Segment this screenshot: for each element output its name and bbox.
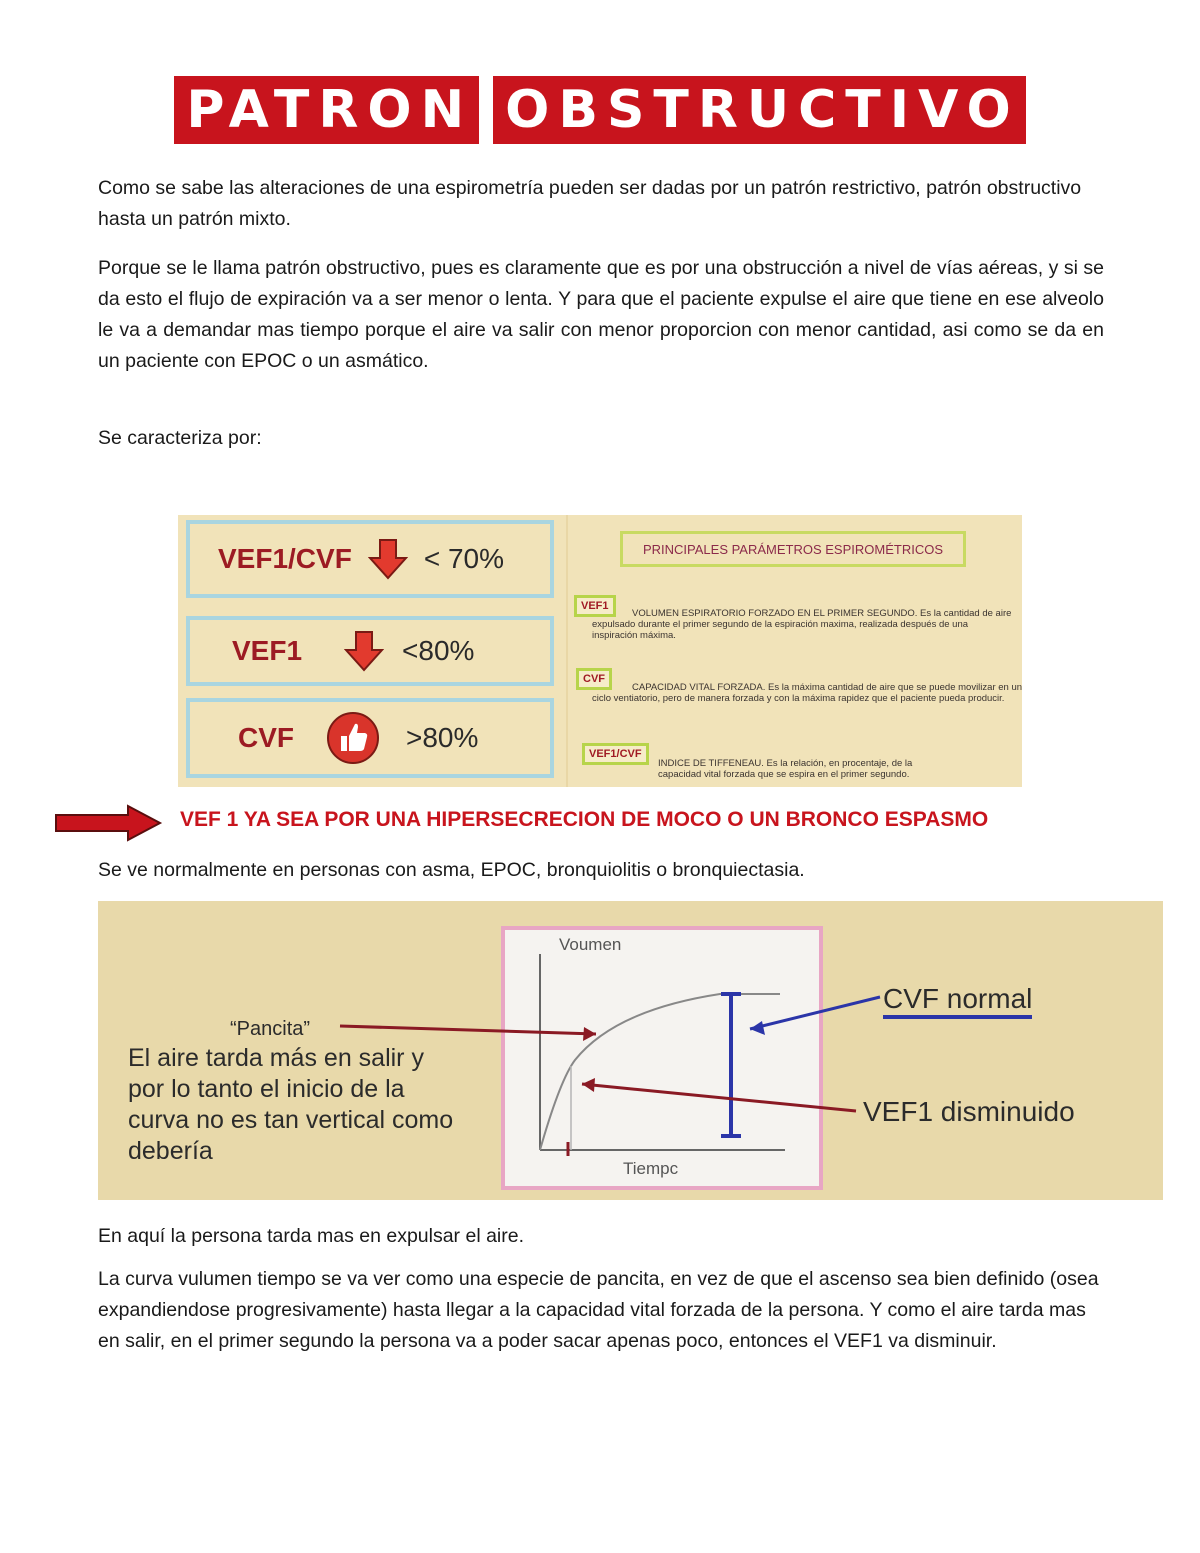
volume-time-graph-panel [98,901,1163,1200]
parameters-title: PRINCIPALES PARÁMETROS ESPIROMÉTRICOS [620,531,966,567]
metric-value: <80% [402,635,475,666]
thumbs-up-icon [326,711,380,765]
vef1-decreased-label: VEF1 disminuido [863,1096,1075,1127]
pancita-label: “Pancita” [230,1018,311,1040]
metric-cvf [186,698,554,778]
page-title [0,76,1200,144]
title-word-2: OBSTRUCTIVO [493,76,1026,144]
explanation-line: por lo tanto el inicio de la [128,1075,405,1103]
characterized-paragraph: Se caracteriza por: [98,427,262,449]
metric-vef1 [186,616,554,686]
panel-divider [566,515,568,787]
metric-label: VEF1 [232,635,303,666]
metric-label: CVF [238,722,294,753]
graph-frame [501,926,823,1190]
arrow-down-icon [344,630,384,672]
expels-paragraph: En aquí la persona tarda mas en expulsar el aire. [98,1225,525,1247]
metric-value: < 70% [423,543,504,574]
title-word-1: PATRON [174,76,479,144]
param-tag-vef1-cvf: VEF1/CVF [582,743,649,765]
param-desc-cvf: CAPACIDAD VITAL FORZADA. Es la máxima cantidad de aire que se puede movilizar en un ciclo ventiatorio, pero de manera forzada y con la máxima rapidez que el paciente pueda producir. [592,682,1022,704]
seen-in-paragraph: Se ve normalmente en personas con asma, EPOC, bronquiolitis o bronquiectasia. [98,859,805,881]
param-tag-cvf: CVF [576,668,612,690]
arrow-down-icon [368,538,408,580]
spirometry-parameters-panel [178,515,1022,787]
param-desc-tiffeneau: INDICE DE TIFFENEAU. Es la relación, en procentaje, de la capacidad vital forzada que se espira en el primer segundo. [658,758,913,780]
param-desc-vef1: VOLUMEN ESPIRATORIO FORZADO EN EL PRIMER SEGUNDO. Es la cantidad de aire expulsado durante el primer segundo de la espiración maxima, realizada después de una inspiración máxima. [592,608,1012,641]
x-axis-label: Tiempc [623,1159,679,1178]
metric-value: >80% [406,722,479,753]
intro-paragraph: Como se sabe las alteraciones de una espirometría pueden ser dadas por un patrón restrictivo, patrón obstructivo hasta un patrón mixto. [98,177,1082,230]
explanation-line: El aire tarda más en salir y [128,1044,424,1072]
cvf-normal-label: CVF normal [883,983,1032,1019]
y-axis-label: Voumen [559,935,622,954]
metric-vef1-cvf [186,520,554,598]
volume-curve [540,994,780,1150]
metric-label: VEF1/CVF [218,543,352,574]
pancita-explanation [128,1043,453,1167]
explanation-line: debería [128,1137,213,1165]
arrow-right-icon [54,803,164,843]
volume-time-plot [505,930,819,1186]
param-tag-vef1: VEF1 [574,595,616,617]
reason-paragraph: Porque se le llama patrón obstructivo, pues es claramente que es por una obstrucción a nivel de vías aéreas, y si se da esto el flujo de expiración va a ser menor o lenta. Y para que el paciente expulse el aire que tiene en ese alveolo le va a demandar mas tiempo porque el aire va salir con menor proporcion con menor cantidad, asi como se da en un paciente con EPOC o un asmático. [98,257,1104,372]
highlight-note: VEF 1 YA SEA POR UNA HIPERSECRECION DE MOCO O UN BRONCO ESPASMO [180,808,989,831]
explanation-line: curva no es tan vertical como [128,1106,454,1134]
curve-paragraph: La curva vulumen tiempo se va ver como una especie de pancita, en vez de que el ascenso sea bien definido (osea expandiendose progresivamente) hasta llegar a la capacidad vital forzada de la persona. Y como el aire tarda mas en salir, en el primer segundo la persona va a poder sacar apenas poco, entonces el VEF1 va disminuir. [98,1268,1099,1352]
